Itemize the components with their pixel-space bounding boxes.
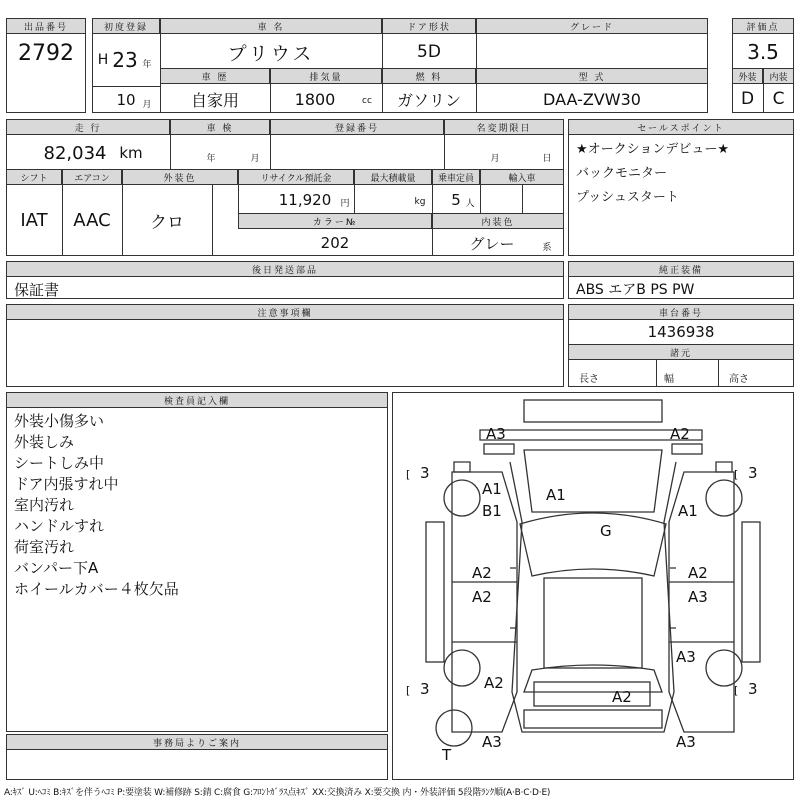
mark-fender-fl-2: B1 — [482, 502, 502, 520]
svg-text:[: [ — [734, 684, 739, 697]
sales-list — [576, 138, 729, 210]
deadline-label: 名変期限日 — [444, 119, 564, 135]
grade-value — [476, 36, 708, 68]
shift-label: シフト — [6, 169, 62, 185]
lot-label: 出品番号 — [6, 18, 86, 34]
inspector-note: ホイールカバー４枚欠品 — [14, 580, 179, 598]
recycle-value: 11,920 — [278, 191, 332, 209]
svg-text:[: [ — [734, 468, 739, 481]
model-label: 型 式 — [476, 68, 708, 84]
int-color-value: グレー — [469, 234, 515, 253]
sales-point: プッシュスタート — [576, 190, 679, 205]
shift-value: IAT — [20, 209, 48, 231]
ext-label: 外装 — [732, 68, 763, 84]
width-label: 幅 — [664, 373, 674, 385]
score-value: 3.5 — [747, 40, 779, 64]
color-no-value: 202 — [320, 234, 350, 252]
persons-unit: 人 — [465, 198, 475, 209]
fuel-label: 燃 料 — [382, 68, 476, 84]
inspector-note: 外装しみ — [14, 433, 75, 451]
notes-label: 注意事項欄 — [6, 304, 564, 320]
mark-door-fl: A2 — [472, 564, 492, 582]
int-score: C — [772, 89, 785, 109]
mileage-label: 走 行 — [6, 119, 170, 135]
mark-tire-fl: 3 — [420, 464, 430, 482]
load-label: 最大積載量 — [354, 169, 432, 185]
history-label: 車 歴 — [160, 68, 270, 84]
displacement-label: 排気量 — [270, 68, 382, 84]
color-no-label: カラー№ — [238, 213, 432, 229]
int-label: 内装 — [763, 68, 794, 84]
equipment-label: 純正装備 — [568, 261, 794, 277]
reg-year: 23 — [112, 48, 138, 72]
mark-front-right: A2 — [670, 425, 690, 443]
mark-tailgate: A2 — [612, 688, 632, 706]
mark-front-left: A3 — [486, 425, 506, 443]
legend: A:ｷｽﾞ U:ﾍｺﾐ B:ｷｽﾞを伴うﾍｺﾐ P:要塗装 W:補修跡 S:錆 C:腐食 G:ﾌﾛﾝﾄｶﾞﾗｽ点ｷｽﾞ XX:交換済み X:要交換 内・外装評価 5段階ﾗﾝｸ順(A·B·C·D·E) — [4, 788, 551, 798]
mark-windshield: G — [600, 522, 612, 540]
sales-label: セールスポイント — [568, 119, 794, 135]
grade-label: グレード — [476, 18, 708, 34]
score-label: 評価点 — [732, 18, 794, 34]
length-label: 長さ — [579, 373, 599, 385]
history-value: 自家用 — [190, 90, 239, 110]
fuel-value: ガソリン — [396, 90, 461, 110]
cc-unit: cc — [362, 96, 372, 106]
sales-point: ★オークションデビュー★ — [576, 142, 730, 157]
inspector-note: 荷室汚れ — [14, 538, 75, 556]
km-unit: km — [119, 144, 143, 162]
inspector-note: ドア内張すれ中 — [14, 475, 119, 493]
later-parts-value: 保証書 — [14, 281, 60, 299]
import-label: 輸入車 — [480, 169, 564, 185]
mark-rear-right: A3 — [676, 733, 696, 751]
ac-label: エアコン — [62, 169, 122, 185]
reg-era: H — [97, 52, 109, 68]
yen-unit: 円 — [340, 198, 350, 209]
height-label: 高さ — [729, 373, 749, 385]
inspector-note: バンパー下A — [14, 559, 99, 577]
mark-fender-fr: A1 — [678, 502, 698, 520]
car-diagram — [392, 392, 794, 780]
svg-text:[: [ — [406, 468, 411, 481]
mileage-value: 82,034 — [43, 142, 107, 164]
mark-tire-rl: 3 — [420, 680, 430, 698]
office-label: 事務局よりご案内 — [6, 734, 388, 750]
color-label: 外装色 — [122, 169, 238, 185]
inspection-label: 車 検 — [170, 119, 270, 135]
model-value: DAA-ZVW30 — [543, 89, 641, 109]
sales-point: バックモニター — [576, 166, 668, 181]
kei-unit: 系 — [542, 242, 552, 253]
inspection-year: 年 — [206, 153, 216, 164]
reg-year-unit: 年 — [142, 59, 152, 70]
reg-label: 初度登録 — [92, 18, 160, 34]
capacity-label: 乗車定員 — [432, 169, 480, 185]
mark-door-fr: A2 — [688, 564, 708, 582]
reg-no-value — [270, 140, 444, 166]
mark-door-rr: A3 — [688, 588, 708, 606]
mark-tire-rr: 3 — [748, 680, 758, 698]
mark-quarter-rr: A3 — [676, 648, 696, 666]
mark-hood: A1 — [546, 486, 566, 504]
chassis-label: 車台番号 — [568, 304, 794, 320]
inspector-note: 外装小傷多い — [14, 412, 105, 430]
svg-text:[: [ — [406, 684, 411, 697]
chassis-value: 1436938 — [647, 323, 715, 341]
equipment-value: ABS エアB PS PW — [576, 282, 695, 298]
reg-month-unit: 月 — [142, 99, 152, 110]
inspector-notes — [14, 411, 179, 600]
mark-spare: T — [442, 746, 452, 764]
int-color-label: 内装色 — [432, 213, 564, 229]
ac-value: AAC — [73, 209, 111, 231]
reg-no-label: 登録番号 — [270, 119, 444, 135]
inspection-month: 月 — [250, 153, 260, 164]
ext-score: D — [740, 89, 755, 109]
kg-unit: kg — [414, 197, 426, 207]
deadline-month: 月 — [490, 153, 500, 164]
inspector-note: シートしみ中 — [14, 454, 105, 472]
mark-quarter-rl: A2 — [484, 674, 504, 692]
mark-door-rl: A2 — [472, 588, 492, 606]
specs-label: 諸元 — [568, 344, 794, 360]
inspector-note: ハンドルすれ — [14, 517, 105, 535]
mark-rear-left: A3 — [482, 733, 502, 751]
reg-month: 10 — [116, 91, 136, 109]
door-label: ドア形状 — [382, 18, 476, 34]
color-value: クロ — [150, 212, 184, 233]
inspector-note: 室内汚れ — [14, 496, 75, 514]
car-name: プリウス — [227, 42, 315, 65]
mark-tire-fr: 3 — [748, 464, 758, 482]
door-type: 5D — [417, 42, 441, 62]
capacity-value: 5 — [451, 191, 461, 209]
recycle-label: リサイクル預託金 — [238, 169, 354, 185]
lot-number: 2792 — [18, 40, 74, 66]
later-parts-label: 後日発送部品 — [6, 261, 564, 277]
mark-fender-fl-1: A1 — [482, 480, 502, 498]
name-label: 車 名 — [160, 18, 382, 34]
deadline-day: 日 — [542, 153, 552, 164]
inspector-label: 検査員記入欄 — [6, 392, 388, 408]
displacement-value: 1800 — [294, 89, 336, 109]
